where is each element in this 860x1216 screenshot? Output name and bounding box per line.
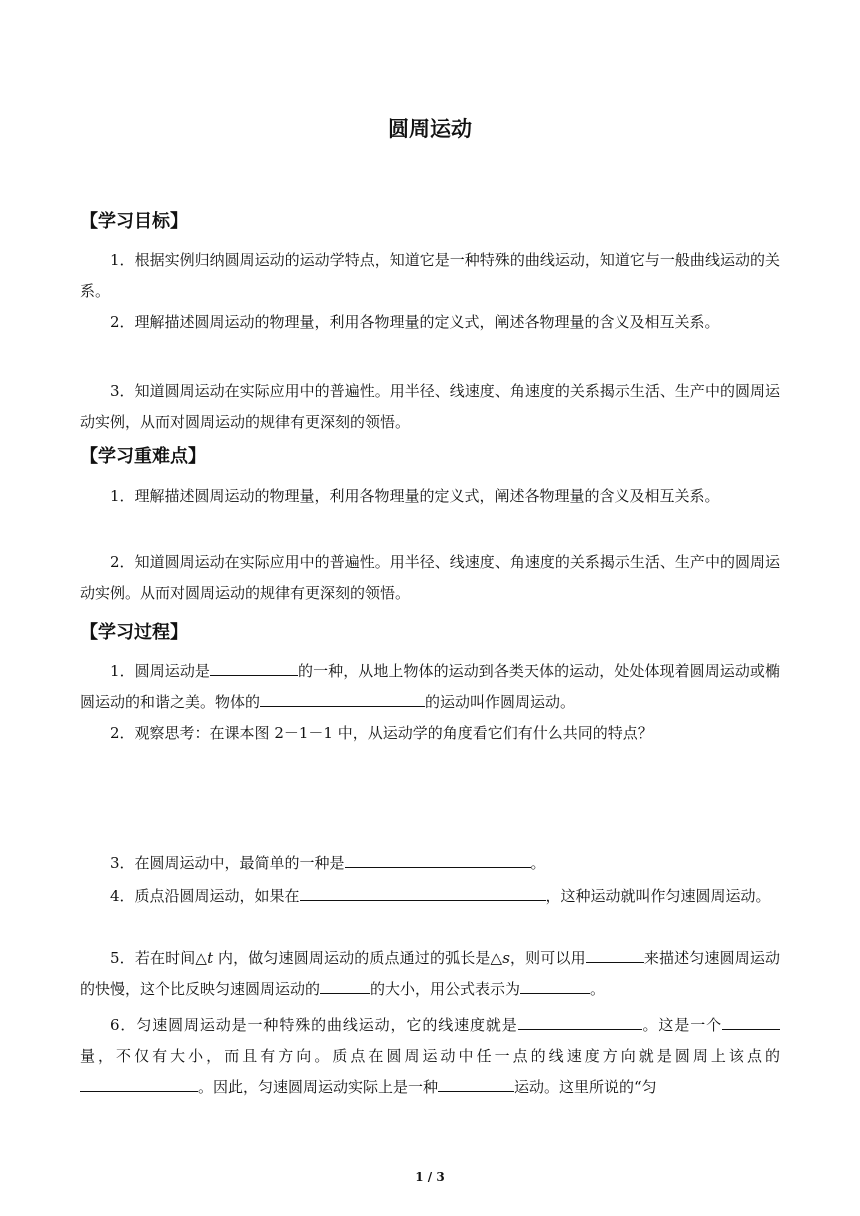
question-6: 6．匀速圆周运动是一种特殊的曲线运动，它的线速度就是 。这是一个量，不仅有大小，而且有方向。质点在圆周运动中任一点的线速度方向就是圆周上该点的。因此，匀速圆周运动实际上是一种 运动。这里所说的“匀	[80, 1010, 780, 1103]
answer-blank[interactable]	[260, 688, 425, 707]
question-4: 4．质点沿圆周运动，如果在 ，这种运动就叫作匀速圆周运动。	[80, 881, 780, 912]
answer-blank[interactable]	[320, 975, 370, 994]
question-5: 5．若在时间△t 内，做匀速圆周运动的质点通过的弧长是△s，则可以用 来描述匀速圆周运动的快慢，这个比反映匀速圆周运动的 的大小，用公式表示为 。	[80, 943, 780, 1005]
page-title: 圆周运动	[388, 117, 472, 141]
answer-blank[interactable]	[438, 1073, 514, 1092]
answer-blank[interactable]	[210, 657, 298, 676]
page-number: 1 / 3	[415, 1170, 445, 1184]
goal-item-3: 3．知道圆周运动在实际应用中的普遍性。用半径、线速度、角速度的关系揭示生活、生产中的圆周运动实例，从而对圆周运动的规律有更深刻的领悟。	[80, 382, 780, 431]
key-point-item-2: 2．知道圆周运动在实际应用中的普遍性。用半径、线速度、角速度的关系揭示生活、生产中的圆周运动实例。从而对圆周运动的规律有更深刻的领悟。	[80, 553, 780, 602]
goals-heading: 【学习目标】	[80, 211, 188, 232]
answer-blank[interactable]	[518, 1011, 642, 1030]
answer-blank[interactable]	[722, 1011, 780, 1030]
question-1: 1．圆周运动是 的一种，从地上物体的运动到各类天体的运动，处处体现着圆周运动或椭圆运动的和谐之美。物体的 的运动叫作圆周运动。	[80, 656, 780, 718]
question-3: 3．在圆周运动中，最简单的一种是 。	[80, 848, 780, 879]
answer-blank[interactable]	[586, 944, 644, 963]
answer-blank[interactable]	[80, 1073, 198, 1092]
process-heading: 【学习过程】	[80, 622, 188, 643]
goal-item-1: 1．根据实例归纳圆周运动的运动学特点，知道它是一种特殊的曲线运动，知道它与一般曲线运动的关系。	[80, 251, 780, 300]
answer-blank[interactable]	[520, 975, 590, 994]
question-2: 2．观察思考：在课本图 2－1－1 中，从运动学的角度看它们有什么共同的特点？	[110, 724, 653, 742]
answer-blank[interactable]	[345, 849, 531, 868]
goal-item-2: 2．理解描述圆周运动的物理量，利用各物理量的定义式，阐述各物理量的含义及相互关系。	[110, 313, 720, 331]
key-points-heading: 【学习重难点】	[80, 446, 206, 467]
key-point-item-1: 1．理解描述圆周运动的物理量，利用各物理量的定义式，阐述各物理量的含义及相互关系。	[110, 487, 720, 505]
answer-blank[interactable]	[300, 882, 546, 901]
